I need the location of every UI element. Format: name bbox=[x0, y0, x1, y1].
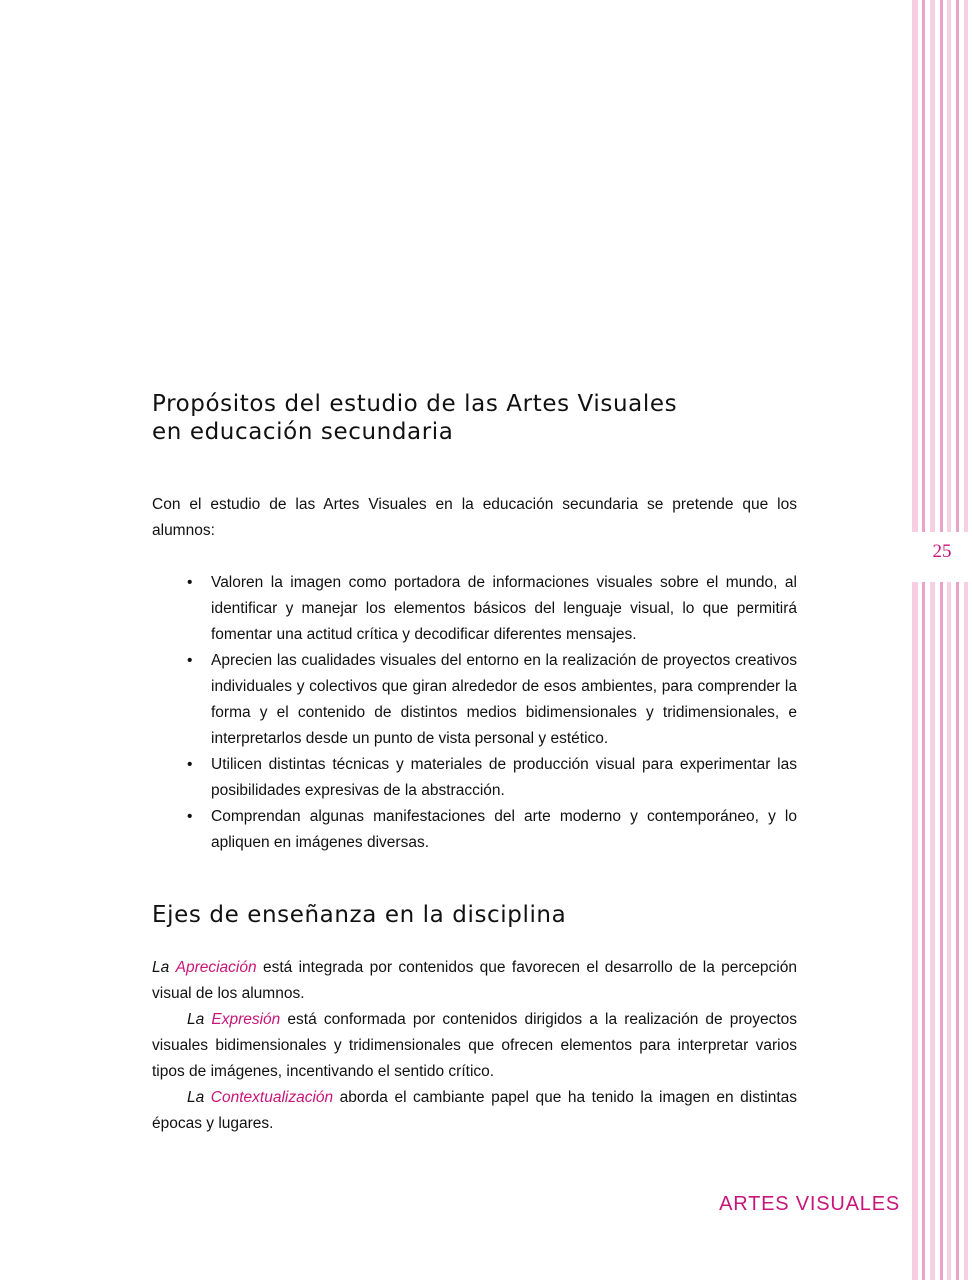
axis-term: Apreciación bbox=[175, 959, 257, 976]
axis-article: La bbox=[187, 1011, 205, 1028]
bullet-icon: • bbox=[187, 574, 193, 591]
bullet-icon: • bbox=[187, 652, 193, 669]
edge-stripe bbox=[912, 0, 918, 1280]
list-item-text: Valoren la imagen como portadora de informaciones visuales sobre el mundo, al identificar y manejar los elementos básicos del lenguaje visual, lo que permitirá fomentar una actitud crítica y decodificar diferentes mensajes. bbox=[211, 574, 797, 643]
axis-article: La bbox=[152, 959, 170, 976]
list-item bbox=[152, 804, 797, 856]
list-item-text: Utilicen distintas técnicas y materiales de producción visual para experimentar las posibilidades expresivas de la abstracción. bbox=[211, 756, 797, 799]
title-line: en educación secundaria bbox=[152, 419, 454, 445]
axis-text: está conformada por contenidos dirigidos a la realización de proyectos visuales bidimensionales y tridimensionales que ofrecen elementos para interpretar varios tipos de imágenes, incentivando el sentido crítico. bbox=[152, 1011, 797, 1080]
axis-term: Contextualización bbox=[210, 1089, 334, 1106]
axis-term: Expresión bbox=[211, 1011, 281, 1028]
page-number: 25 bbox=[932, 541, 952, 562]
edge-stripe bbox=[922, 0, 925, 1280]
section-title-purposes bbox=[152, 390, 797, 446]
axis-text: está integrada por contenidos que favorecen el desarrollo de la percepción visual de los alumnos. bbox=[152, 959, 797, 1002]
page-content bbox=[152, 390, 797, 1137]
edge-stripe bbox=[956, 0, 959, 1280]
list-item-text: Comprendan algunas manifestaciones del arte moderno y contemporáneo, y lo apliquen en imágenes diversas. bbox=[211, 808, 797, 851]
purposes-list bbox=[152, 570, 797, 856]
section-title-axes: Ejes de enseñanza en la disciplina bbox=[152, 902, 567, 928]
list-item bbox=[152, 648, 797, 752]
list-item bbox=[152, 752, 797, 804]
bullet-icon: • bbox=[187, 756, 193, 773]
title-line: Propósitos del estudio de las Artes Visuales bbox=[152, 391, 678, 417]
running-footer-title: ARTES VISUALES bbox=[719, 1193, 900, 1215]
axis-text: aborda el cambiante papel que ha tenido la imagen en distintas épocas y lugares. bbox=[152, 1089, 797, 1132]
list-item bbox=[152, 570, 797, 648]
axis-paragraph-contextualization bbox=[152, 1085, 797, 1137]
bullet-icon: • bbox=[187, 808, 193, 825]
edge-stripe bbox=[964, 0, 968, 1280]
intro-paragraph: Con el estudio de las Artes Visuales en la educación secundaria se pretende que los alumnos: bbox=[152, 496, 797, 539]
axis-article: La bbox=[187, 1089, 205, 1106]
edge-stripe bbox=[930, 0, 935, 1280]
list-item-text: Aprecien las cualidades visuales del entorno en la realización de proyectos creativos individuales y colectivos que giran alrededor de esos ambientes, para comprender la forma y el contenido de distintos medios bidimensionales y tridimensionales, e interpretarlos desde un punto de vista personal y estético. bbox=[211, 652, 797, 747]
edge-stripe bbox=[940, 0, 943, 1280]
axis-paragraph-appreciation bbox=[152, 955, 797, 1007]
axis-paragraph-expression bbox=[152, 1007, 797, 1085]
edge-stripe bbox=[947, 0, 951, 1280]
